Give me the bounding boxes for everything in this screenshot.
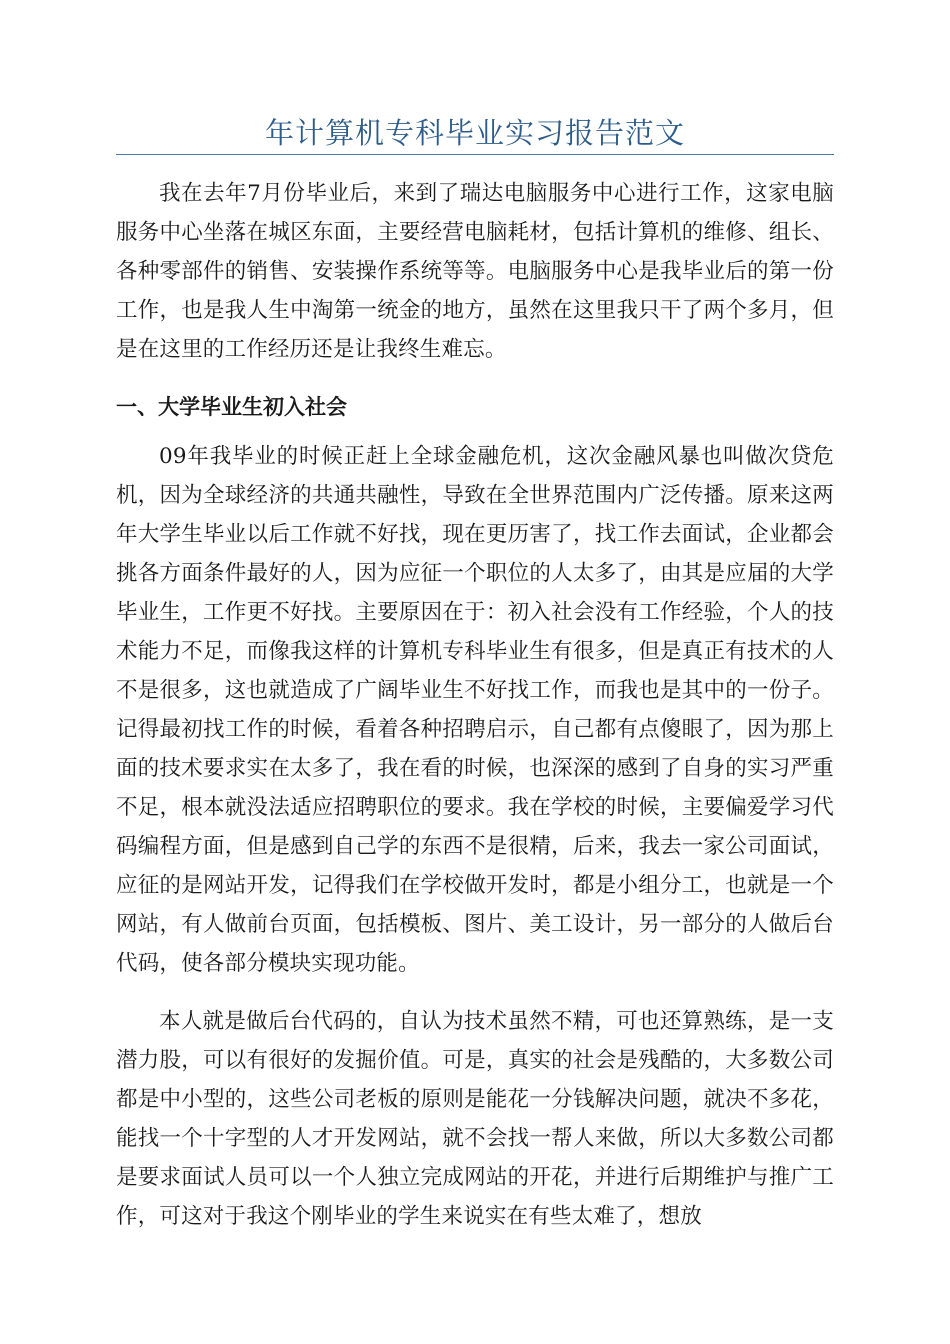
paragraph-backend: 本人就是做后台代码的，自认为技术虽然不精，可也还算熟练，是一支潜力股，可以有很好的发掘价值。可是，真实的社会是残酷的，大多数公司都是中小型的，这些公司老板的原则是能花一分钱解决问题，就决不多花，能找一个十字型的人才开发网站，就不会找一帮人来做，所以大多数公司都是要求面试人员可以一个人独立完成网站的开花，并进行后期维护与推广工作，可这对于我这个刚毕业的学生来说实在有些太难了，想放 — [116, 1009, 834, 1229]
paragraph-spacer — [116, 983, 834, 1002]
section-heading: 一、大学毕业生初入社会 — [116, 395, 347, 419]
document-title: 年计算机专科毕业实习报告范文 — [264, 116, 685, 150]
title-underline — [116, 154, 834, 155]
paragraph-intro: 我在去年7月份毕业后，来到了瑞达电脑服务中心进行工作，这家电脑服务中心坐落在城区东面，主要经营电脑耗材，包括计算机的维修、组长、各种零部件的销售、安装操作系统等等。电脑服务中心是我毕业后的第一份工作，也是我人生中淘第一统金的地方，虽然在这里我只干了两个多月，但是在这里的工作经历还是让我终生难忘。 — [116, 181, 834, 362]
paragraph-job-search: 09年我毕业的时候正赶上全球金融危机，这次金融风暴也叫做次贷危机，因为全球经济的共通共融性，导致在全世界范围内广泛传播。原来这两年大学生毕业以后工作就不好找，现在更历害了，找工作去面试，企业都会挑各方面条件最好的人，因为应征一个职位的人太多了，由其是应届的大学毕业生，工作更不好找。主要原因在于：初入社会没有工作经验，个人的技术能力不足，而像我这样的计算机专科毕业生有很多，但是真正有技术的人不是很多，这也就造成了广阔毕业生不好找工作，而我也是其中的一份子。记得最初找工作的时候，看着各种招聘启示，自己都有点傻眼了，因为那上面的技术要求实在太多了，我在看的时候，也深深的感到了自身的实习严重不足，根本就没法适应招聘职位的要求。我在学校的时候，主要偏爱学习代码编程方面，但是感到自己学的东西不是很精，后来，我去一家公司面试，应征的是网站开发，记得我们在学校做开发时，都是小组分工，也就是一个网站，有人做前台页面，包括模板、图片、美工设计，另一部分的人做后台代码，使各部分模块实现功能。 — [116, 444, 834, 976]
document-body — [116, 174, 834, 1236]
